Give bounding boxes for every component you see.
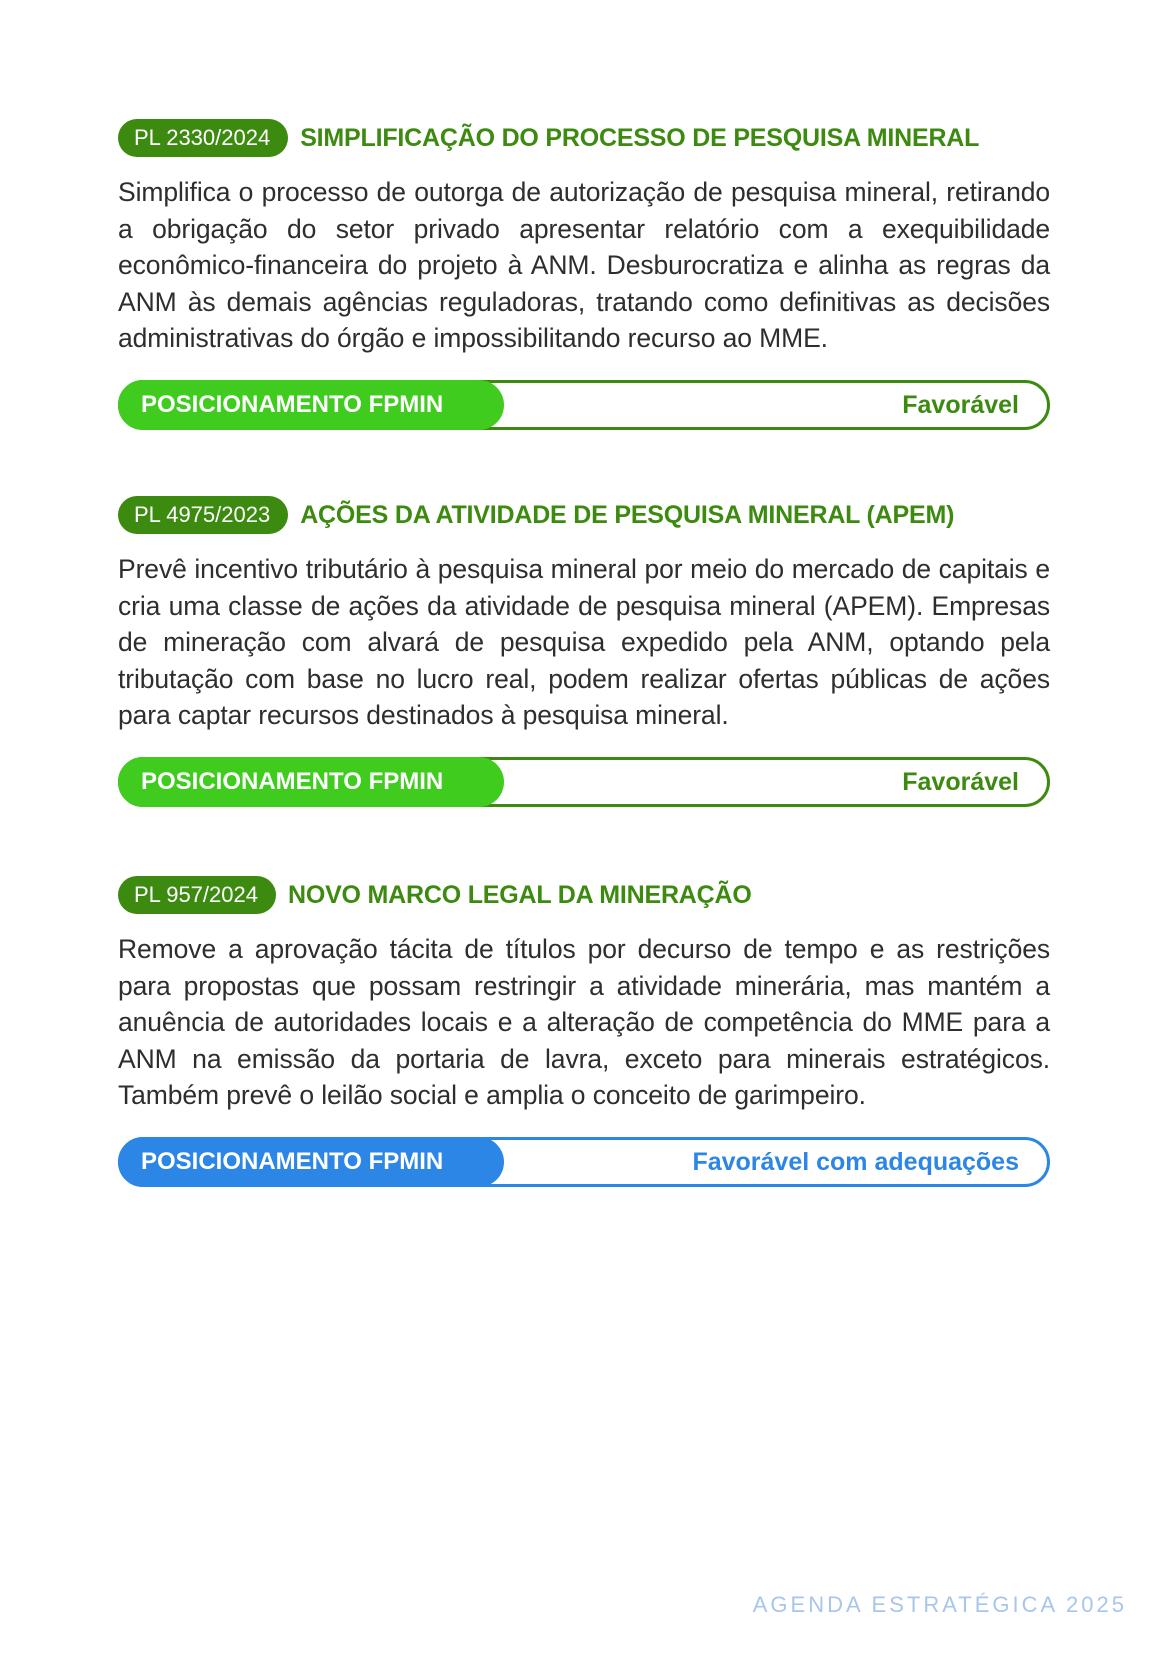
bill-number-badge: PL 957/2024 — [118, 876, 276, 914]
bill-title: AÇÕES DA ATIVIDADE DE PESQUISA MINERAL (APEM) — [300, 500, 955, 529]
bill-section-pl-957-2024 — [118, 875, 1050, 1176]
bill-header — [118, 495, 1050, 535]
bill-number-badge: PL 2330/2024 — [118, 119, 288, 157]
bill-header — [118, 118, 1050, 158]
bill-number-badge: PL 4975/2023 — [118, 496, 288, 534]
position-label: POSICIONAMENTO FPMIN — [118, 757, 504, 807]
position-label: POSICIONAMENTO FPMIN — [118, 380, 504, 430]
bill-section-pl-4975-2023 — [118, 495, 1050, 796]
position-value: Favorável com adequações — [692, 1148, 1019, 1176]
bill-section-pl-2330-2024 — [118, 118, 1050, 419]
bill-description: Simplifica o processo de outorga de autorização de pesquisa mineral, retirando a obrigação do setor privado apresentar relatório com a exequibilidade econômico-financeira do projeto à ANM. Desburocratiza e alinha as regras da ANM às demais agências reguladoras, tratando como definitivas as decisões administrativas do órgão e impossibilitando recurso ao MME. — [118, 177, 1050, 353]
position-bar — [118, 1137, 1050, 1187]
position-bar — [118, 757, 1050, 807]
bill-title: SIMPLIFICAÇÃO DO PROCESSO DE PESQUISA MINERAL — [300, 123, 980, 152]
position-value: Favorável — [902, 391, 1019, 419]
bill-description: Prevê incentivo tributário à pesquisa mineral por meio do mercado de capitais e cria uma classe de ações da atividade de pesquisa mineral (APEM). Empresas de mineração com alvará de pesquisa expedido pela ANM, optando pela tributação com base no lucro real, podem realizar ofertas públicas de ações para captar recursos destinados à pesquisa mineral. — [118, 554, 1050, 730]
position-label: POSICIONAMENTO FPMIN — [118, 1137, 504, 1187]
position-value: Favorável — [902, 768, 1019, 796]
bill-header — [118, 875, 1050, 915]
bill-title: NOVO MARCO LEGAL DA MINERAÇÃO — [287, 880, 752, 909]
bill-description: Remove a aprovação tácita de títulos por decurso de tempo e as restrições para propostas que possam restringir a atividade minerária, mas mantém a anuência de autoridades locais e a alteração de competência do MME para a ANM na emissão da portaria de lavra, exceto para minerais estratégicos. Também prevê o leilão social e amplia o conceito de garimpeiro. — [118, 934, 1050, 1110]
page-footer: AGENDA ESTRATÉGICA 2025 — [752, 1592, 1127, 1617]
position-bar — [118, 380, 1050, 430]
